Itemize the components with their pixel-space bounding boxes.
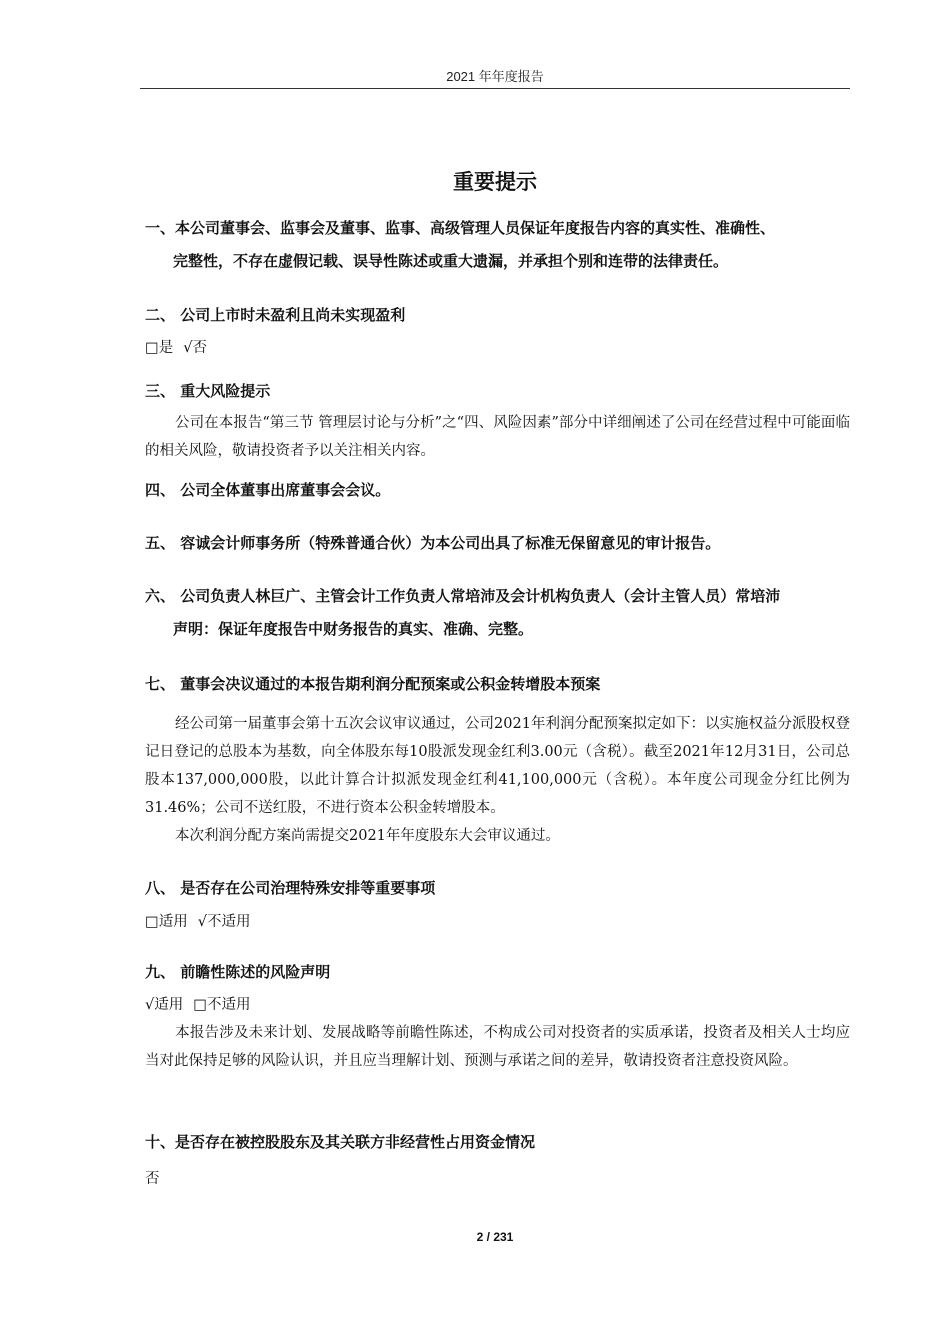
option-not-applicable: □不适用: [193, 997, 251, 1013]
section-2-title: 二、 公司上市时未盈利且尚未实现盈利: [145, 306, 406, 324]
section-8-options: [145, 910, 250, 934]
page-header: 2021 年年度报告: [446, 69, 544, 84]
section-6: [145, 580, 850, 646]
option-applicable: √适用: [145, 997, 184, 1013]
option-not-applicable: √不适用: [197, 914, 251, 930]
section-7-body: [145, 710, 850, 850]
page-number: 2 / 231: [476, 1230, 514, 1244]
section-9-text: 本报告涉及未来计划、发展战略等前瞻性陈述，不构成公司对投资者的实质承诺，投资者及相关人士均应当对此保持足够的风险认识，并且应当理解计划、预测与承诺之间的差异，敬请投资者注意投资风险。: [145, 1025, 850, 1069]
section-3-title: 三、 重大风险提示: [145, 382, 271, 400]
page-title: 重要提示: [453, 170, 537, 194]
section-9-title: 九、 前瞻性陈述的风险声明: [145, 963, 331, 981]
section-10-title: 十、是否存在被控股股东及其关联方非经营性占用资金情况: [145, 1133, 536, 1151]
section-7-text-2: 本次利润分配方案尚需提交2021年年度股东大会审议通过。: [175, 828, 560, 844]
section-2-options: [145, 336, 207, 360]
section-6-line2: 声明：保证年度报告中财务报告的真实、准确、完整。: [173, 620, 534, 638]
section-10-answer: 否: [145, 1171, 160, 1187]
section-8-title: 八、 是否存在公司治理特殊安排等重要事项: [145, 879, 436, 897]
header-divider: [140, 88, 850, 89]
option-yes: □是: [145, 340, 174, 356]
section-3-text: 公司在本报告“第三节 管理层讨论与分析”之“四、风险因素”部分中详细阐述了公司在经营过程中可能面临的相关风险，敬请投资者予以关注相关内容。: [145, 415, 850, 459]
section-5-title: 五、 容诚会计师事务所（特殊普通合伙）为本公司出具了标准无保留意见的审计报告。: [145, 534, 721, 552]
section-4-title: 四、 公司全体董事出席董事会会议。: [145, 481, 391, 499]
section-1: [145, 212, 850, 278]
section-9-body: [145, 1019, 850, 1075]
section-6-line1: 六、 公司负责人林巨广、主管会计工作负责人常培沛及会计机构负责人（会计主管人员）常培沛: [145, 587, 781, 605]
section-7-text-1: 经公司第一届董事会第十五次会议审议通过，公司2021年利润分配预案拟定如下：以实施权益分派股权登记日登记的总股本为基数，向全体股东每10股派发现金红利3.00元（含税）。截至2021年12月31日，公司总股本137,000,000股，以此计算合计拟派发现金红利41,100,000元（含税）。本年度公司现金分红比例为31.46%；公司不送红股，不进行资本公积金转增股本。: [145, 716, 850, 816]
section-9-options: [145, 993, 250, 1017]
option-no: √否: [183, 340, 207, 356]
section-7-title: 七、 董事会决议通过的本报告期利润分配预案或公积金转增股本预案: [145, 675, 601, 693]
section-3-body: [145, 409, 850, 465]
option-applicable: □适用: [145, 914, 188, 930]
section-1-line2: 完整性，不存在虚假记载、误导性陈述或重大遗漏，并承担个别和连带的法律责任。: [173, 252, 729, 270]
section-1-line1: 一、本公司董事会、监事会及董事、监事、高级管理人员保证年度报告内容的真实性、准确性、: [145, 219, 776, 237]
